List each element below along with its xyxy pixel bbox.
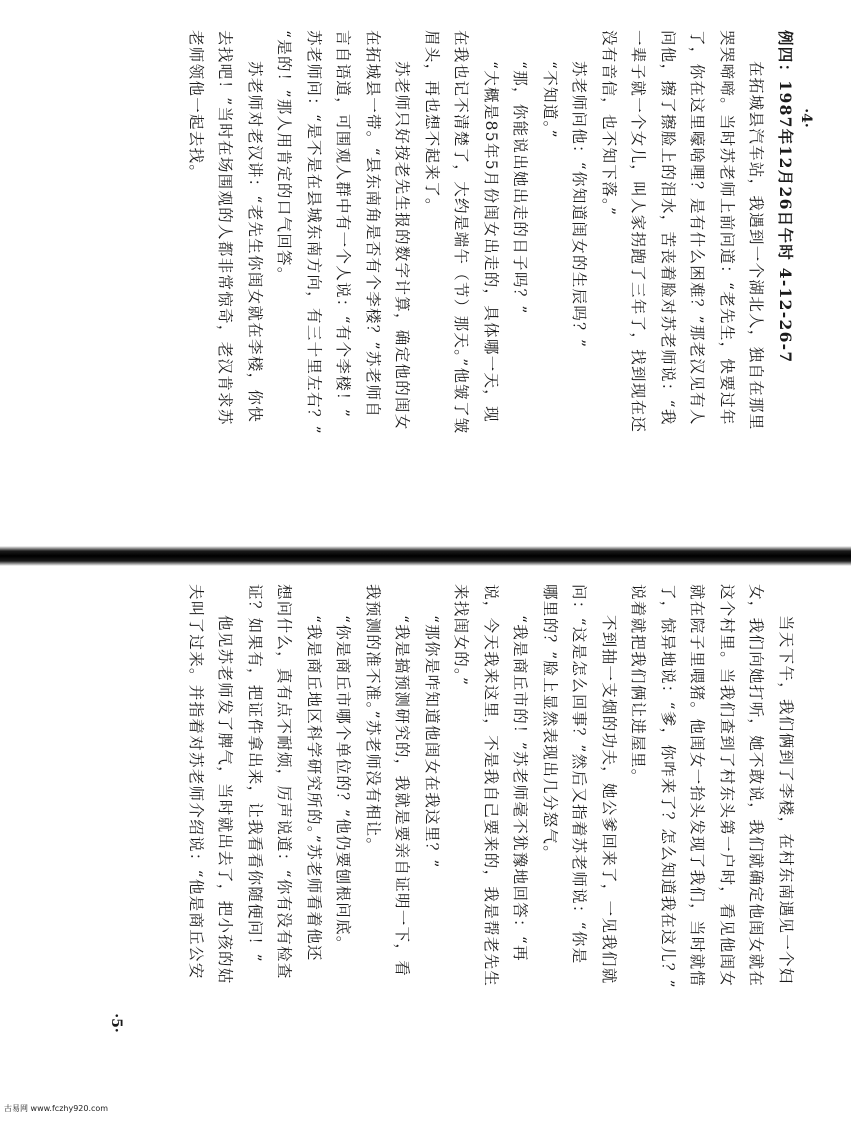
- text-line: 去找吧！”当时在场围观的人都非常惊奇，老汉肯求苏: [216, 30, 235, 426]
- text-line: 苏老师只好按老先生报的数字计算，确定他的闺女: [393, 61, 412, 431]
- text-line: “那，你能说出她出走的日子吗？”: [511, 61, 530, 315]
- text-line: 在拓城县一带。“县东南角是否有个李楼？”苏老师自: [364, 30, 382, 419]
- text-line: “不知道。”: [541, 61, 559, 139]
- text-line: 这个村里。当我们查到了村东头第一户时，看见他闺女: [718, 584, 736, 988]
- text-line: 了，你在这里嚎啥哩？是有什么困难？”那老汉见有人: [688, 30, 707, 426]
- text-line: 问他，擦了擦脸上的泪水，苦丧着脸对苏老师说：“我: [659, 30, 677, 426]
- text-line: “我是商丘市的！”苏老师毫不犹豫地回答：“再: [511, 615, 530, 962]
- text-line: 一辈子就一个女儿，叫人家拐跑了三年了，找到现在还: [629, 30, 648, 434]
- text-line: “大概是85年5月份闺女出走的，具体哪一天，现: [482, 61, 500, 423]
- text-line: 想问什么，真有点不耐烦，厉声说道：“你有没有检查: [275, 584, 294, 980]
- site-watermark: 古易网 www.fczhy920.com: [4, 1104, 109, 1113]
- page-four-text-block: [181, 30, 801, 530]
- text-line: “我是搞预测研究的，我就是要亲自证明一下，看: [393, 615, 412, 978]
- text-line: 证？如果有，把证件拿出来，让我看看你随便问！”: [246, 584, 264, 963]
- text-line: 眉头，再也想不起来了。: [423, 30, 441, 215]
- example-heading: 例四：1987年12月26日午时 4-12-26-7: [776, 30, 795, 364]
- text-line: “我是商丘地区科学研究所的。”苏老师看着他还: [305, 615, 323, 962]
- text-line: 来找闺女的。”: [452, 584, 471, 687]
- page-number: ·5·: [107, 1013, 124, 1033]
- text-line: 言自语道，可围观人群中有一个人说：“有个李楼！”: [334, 30, 353, 419]
- text-line: 我预测的准不准。”苏老师没有相让。: [364, 584, 382, 855]
- text-line: 不到抽一支烟的功夫，她公爹回来了，一见我们就: [600, 615, 618, 985]
- text-line: “你是商丘市哪个单位的？”他仍要刨根问底。: [334, 615, 353, 953]
- page-five: [0, 566, 851, 1122]
- text-line: 女，我们向她打听，她不敢说，我们就确定他闺女就在: [747, 584, 766, 988]
- text-line: “是的！”那人用肯定的口气回答。: [275, 30, 294, 284]
- text-line: 当天下午，我们俩到了李楼，在村东南遇见一个妇: [777, 615, 795, 985]
- text-line: 夫叫了过来。并指着对苏老师介绍说：“他是商丘公安: [187, 584, 205, 980]
- page-four: [0, 0, 851, 548]
- text-line: 说，今天我来这里，不是我自己要来的，我是帮老先生: [482, 584, 500, 988]
- text-line: 在拓城县汽车站，我遇到一个湖北人，独自在那里: [747, 61, 766, 431]
- page-divider: [0, 546, 851, 566]
- text-line: 说着就把我们俩让进屋里。: [629, 584, 648, 786]
- text-line: 苏老师问：“是不是在县城东南方向，有三十里左右？”: [305, 30, 323, 435]
- text-line: 苏老师对老汉讲：“老先生你闺女就在李楼，你快: [246, 61, 264, 424]
- text-line: 了，惊异地说：“爹，你咋来了？怎么知道我在这儿？”: [659, 584, 677, 989]
- text-line: 苏老师问他：“你知道闺女的生辰吗？”: [570, 61, 589, 349]
- text-line: “那你是咋知道他闺女在我这里？”: [423, 615, 441, 869]
- text-line: 在我也记不清楚了，大约是端午（节）那天。”他皱了皱: [452, 30, 471, 435]
- page-five-text-block: [181, 584, 801, 1104]
- text-line: 哭哭啼啼。当时苏老师上前问道：“老先生，快要过年: [718, 30, 736, 426]
- text-line: 问：“这是怎么回事？”然后又指着苏老师说：“你是: [570, 584, 589, 965]
- text-line: 没有音信，也不知下落。”: [600, 30, 618, 217]
- text-line: 他见苏老师发了脾气，当时就出去了，把小孩的姑: [216, 615, 235, 985]
- text-line: 就在院子里喂猪。他闺女一抬头发现了我们，当时就惜: [688, 584, 707, 988]
- text-line: 老师领他一起去找。: [187, 30, 205, 182]
- text-line: 哪里的？”脸上显然表现出几分怒气。: [541, 584, 559, 863]
- page-number: ·4·: [797, 108, 814, 128]
